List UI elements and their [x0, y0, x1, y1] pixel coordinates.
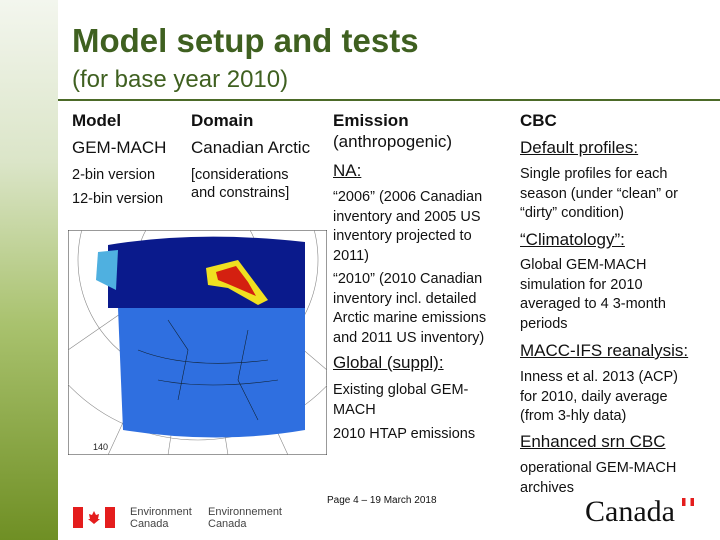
text-line: (from 3-hly data) [520, 408, 627, 424]
model-header: Model [72, 111, 122, 130]
dept-name-fr [208, 506, 282, 530]
cbc-macc-label: MACC-IFS reanalysis: [520, 341, 689, 360]
emission-na-label: NA: [333, 161, 362, 180]
domain-header: Domain [191, 111, 254, 130]
text-line: Global GEM-MACH [520, 257, 647, 273]
side-accent-bar [0, 0, 58, 540]
text-line: and 2011 US inventory) [333, 329, 485, 346]
page-subtitle: (for base year 2010) [72, 66, 289, 93]
footer-page-date: Page 4 – 19 March 2018 [327, 495, 437, 506]
cbc-default-label: Default profiles: [520, 138, 639, 157]
emission-htap: 2010 HTAP emissions [333, 426, 476, 442]
emission-header: Emission [333, 111, 409, 130]
domain-name: Canadian Arctic [191, 138, 311, 157]
model-version-2bin: 2-bin version [72, 167, 156, 183]
text-line: Environment [130, 506, 192, 518]
page-title: Model setup and tests [72, 22, 419, 59]
text-line: operational GEM-MACH [520, 460, 677, 476]
text-line: Environnement [208, 506, 282, 518]
emission-2010 [333, 270, 486, 348]
text-line: “dirty” condition) [520, 205, 624, 221]
text-line: “2006” (2006 Canadian [333, 189, 483, 205]
text-line: season (under “clean” or [520, 185, 678, 202]
text-line: averaged to 4 3-month [520, 296, 666, 312]
cbc-header: CBC [520, 111, 557, 130]
canada-wordmark: Canada [585, 495, 675, 528]
model-name: GEM-MACH [72, 138, 167, 157]
cbc-climatology-label: “Climatology”: [520, 230, 625, 249]
map-label: 140 [93, 442, 109, 452]
emission-global-existing [333, 381, 468, 420]
text-line: “2010” (2010 Canadian [333, 271, 483, 287]
wordmark-flag-icon [682, 498, 694, 506]
cbc-default-text [520, 165, 678, 224]
text-line: MACH [333, 401, 376, 418]
domain-map-image [68, 230, 327, 455]
emission-subheader: (anthropogenic) [333, 132, 453, 151]
text-line: Canada [130, 518, 169, 530]
cbc-enhanced-text [520, 459, 676, 498]
text-line: inventory projected to [333, 228, 472, 244]
text-line: archives [520, 479, 574, 496]
text-line: inventory incl. detailed [333, 290, 477, 307]
text-line: Canada [208, 518, 247, 530]
model-version-12bin: 12-bin version [72, 191, 164, 207]
text-line: inventory and 2005 US [333, 208, 481, 225]
cbc-enhanced-label: Enhanced srn CBC [520, 432, 666, 451]
text-line: Existing global GEM- [333, 382, 469, 398]
emission-2006 [333, 188, 482, 266]
cbc-climatology-text [520, 256, 666, 334]
canada-flag-icon [73, 507, 115, 528]
text-line: for 2010, daily average [520, 388, 668, 405]
title-divider [58, 99, 720, 101]
text-line: 2011) [333, 247, 370, 264]
domain-note-2: and constrains] [191, 185, 290, 201]
text-line: periods [520, 315, 568, 332]
domain-note-1: [considerations [191, 167, 289, 183]
text-line: Inness et al. 2013 (ACP) [520, 369, 678, 385]
text-line: Single profiles for each [520, 166, 668, 182]
text-line: simulation for 2010 [520, 276, 643, 293]
text-line: Arctic marine emissions [333, 310, 487, 326]
cbc-macc-text [520, 368, 678, 427]
emission-global-label: Global (suppl): [333, 353, 444, 372]
dept-name-en [130, 506, 192, 530]
